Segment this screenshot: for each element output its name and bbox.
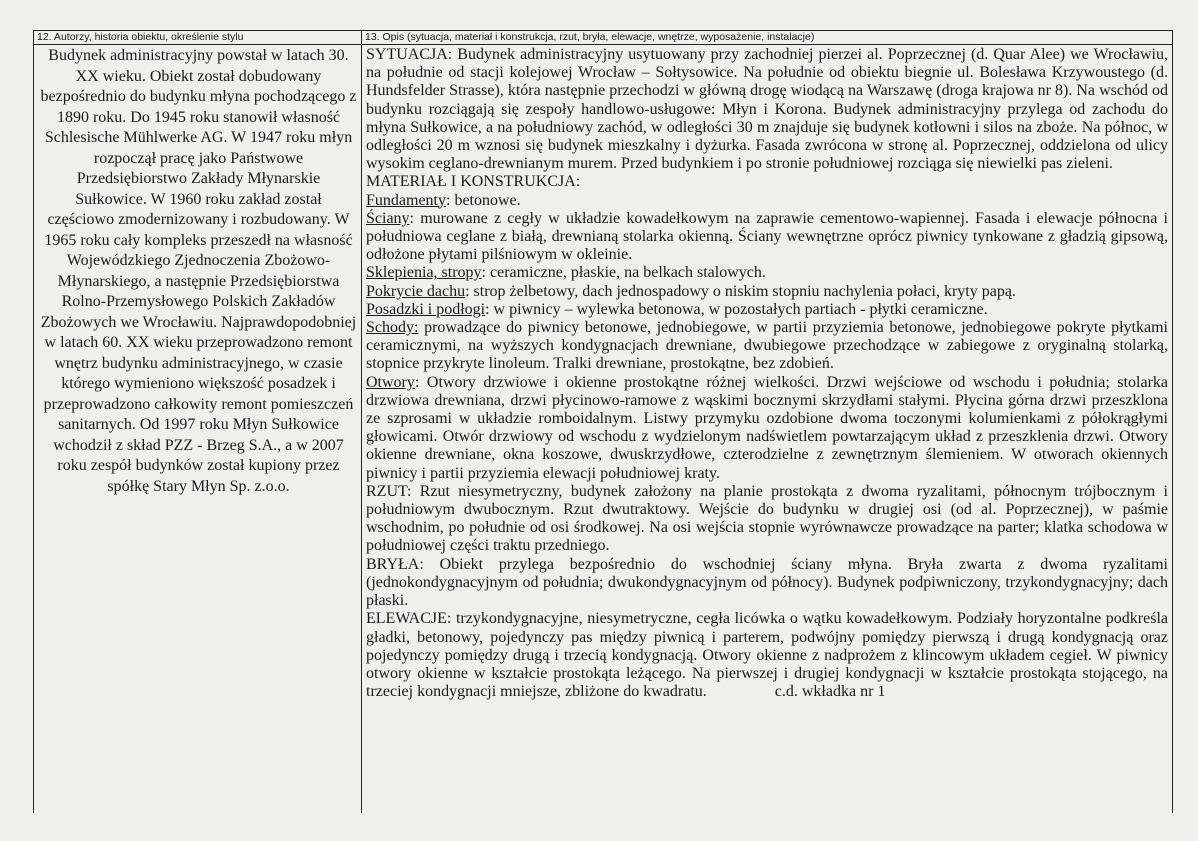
posadzki-text: : w piwnicy – wylewka betonowa, w pozostałych partiach - płytki ceramiczne. — [485, 300, 988, 318]
posadzki-label: Posadzki i podłogi — [366, 300, 486, 318]
schody-text: prowadzące do piwnicy betonowe, jednobiegowe, w partii przyziemia betonowe, jednobiegowe pokryte płytkami ceramicznymi, na wyższych kondygnacjach drewniane, dwubiegowe przechodzące w zabiegowe z oryginalną stolarką, stopnice przykryte linoleum. Tralki drewniane, prostokątne, bez zdobień. — [366, 319, 1168, 373]
section-schody — [366, 319, 1168, 374]
section-material-heading: MATERIAŁ I KONSTRUKCJA: — [366, 173, 581, 191]
otwory-label: Otwory — [366, 373, 415, 391]
elewacje-text: ELEWACJE: trzykondygnacyjne, niesymetryczne, cegła licówka o wątku kowadełkowym. Podziały horyzontalne podkreśla gładki, betonowy, pojedynczy pas między piwnicą i parterem, podwójny pomiędzy pierwszą i drugą kondygnacją oraz pojedynczy pomiędzy drugą i trzecią kondygnacją. Otwory okienne z nadprożem z klincowym układem cegieł. W piwnicy otwory okienne w kształcie prostokąta leżącego. Na pierwszej i drugiej kondygnacji w kształcie prostokąta stojącego, na trzeciej kondygnacji mniejsze, zbliżone do kwadratu. — [366, 610, 1168, 701]
pokrycie-text: : strop żelbetowy, dach jednospadowy o niskim stopniu nachylenia połaci, kryty papą. — [465, 282, 1016, 300]
history-column — [34, 31, 362, 813]
description-column — [362, 31, 1172, 813]
section-rzut: RZUT: Rzut niesymetryczny, budynek założony na planie prostokąta z dwoma ryzalitami, północnym trójbocznym i południowym dwubocznym. Rzut dwutraktowy. Wejście do budynku w drugiej osi (od al. Poprzecznej), w paśmie wschodnim, po południe od osi środkowej. Na osi wejścia stopnie wyrównawcze prowadzące na parter; klatka schodowa w południowej części traktu przedniego. — [366, 482, 1168, 555]
fundamenty-label: Fundamenty — [366, 191, 446, 209]
description-header: 13. Opis (sytuacja, materiał i konstrukcja, rzut, bryła, elewacje, wnętrze, wyposażenie, instalacje) — [362, 31, 1172, 45]
history-header: 12. Autorzy, historia obiektu, określenie stylu — [34, 31, 361, 45]
sklepienia-label: Sklepienia, stropy — [366, 264, 482, 282]
sklepienia-text: : ceramiczne, płaskie, na belkach stalowych. — [481, 264, 766, 282]
description-body — [362, 45, 1172, 701]
section-elewacje — [366, 610, 1168, 701]
section-bryla: BRYŁA: Obiekt przylega bezpośrednio do wschodniej ściany młyna. Bryła zwarta z dwoma ryzalitami (jednokondygnacyjnym od południa; dwukondygnacyjnym od północy). Budynek podpiwniczony, trzykondygnacyjny; dach płaski. — [366, 555, 1168, 610]
fundamenty-text: : betonowe. — [446, 191, 521, 209]
continuation-note: c.d. wkładka nr 1 — [774, 683, 886, 701]
sciany-text: : murowane z cegły w układzie kowadełkowym na zaprawie cementowo-wapiennej. Fasada i elewacje północna i południowa ceglane z białą, drewnianą stolarka okienną. Ściany wewnętrzne oprócz piwnicy tynkowane z gładzią gipsową, odłożone płytami pilśniowym w okleinie. — [366, 209, 1168, 264]
history-text: Budynek administracyjny powstał w latach 30. XX wieku. Obiekt został dobudowany bezpośrednio do budynku młyna pochodzącego z 1890 roku. Do 1945 roku stanowił własność Schlesische Mühlwerke AG. W 1947 roku młyn rozpoczął pracę jako Państwowe Przedsiębiorstwo Zakłady Młynarskie Sułkowice. W 1960 roku zakład został częściowo zmodernizowany i rozbudowany. W 1965 roku cały kompleks przeszedł na własność Wojewódzkiego Zjednoczenia Zbożowo-Młynarskiego, a następnie Przedsiębiorstwa Rolno-Przemysłowego Polskich Zakładów Zbożowych we Wrocławiu. Najprawdopodobniej w latach 60. XX wieku przeprowadzono remont wnętrz budynku administracyjnego, w czasie którego wymieniono większość posadzek i przeprowadzono całkowity remont pomieszczeń sanitarnych. Od 1997 roku Młyn Sułkowice wchodził z skład PZZ - Brzeg S.A., a w 2007 roku zespół budynków został kupiony przez spółkę Stary Młyn Sp. z.o.o. — [40, 47, 357, 495]
section-sklepienia — [366, 264, 1168, 282]
section-sciany — [366, 210, 1168, 265]
form-table — [33, 30, 1173, 813]
section-pokrycie — [366, 283, 1168, 301]
section-otwory — [366, 374, 1168, 483]
sciany-label: Ściany — [366, 209, 410, 227]
section-fundamenty — [366, 192, 1168, 210]
otwory-text: : Otwory drzwiowe i okienne prostokątne różnej wielkości. Drzwi wejściowe od wschodu i południa; stolarka drzwiowa drewniana, drzwi płycinowo-ramowe z wąskimi bocznymi skrzydłami stałymi. Płycina górna drzwi przeszklona ze szprosami w układzie romboidalnym. Listwy przymyku ozdobione dwoma toczonymi kolumienkami z półokrągłymi głowicami. Otwór drzwiowy od wschodu z wydzielonym nadświetlem powtarzającym układ z przeszklenia drzwi. Otwory okienne drewniane, okna koszowe, dwuskrzydłowe, czterodzielne z zewnętrznym ślemieniem. W otworach okiennych piwnicy i partii przyziemia elewacji południowej kraty. — [366, 373, 1168, 482]
schody-label: Schody: — [366, 319, 419, 337]
section-posadzki — [366, 301, 1168, 319]
pokrycie-label: Pokrycie dachu — [366, 282, 466, 300]
section-sytuacja: SYTUACJA: Budynek administracyjny usytuowany przy zachodniej pierzei al. Poprzecznej (d. Quar Alee) we Wrocławiu, na południe od stacji kolejowej Wrocław – Sołtysowice. Na południe od obiektu biegnie ul. Bolesława Krzywoustego (d. Hundsfelder Strasse), która następnie przechodzi w główną drogę wiodącą na Warszawę (droga krajowa nr 8). Na wschód od budynku rozciągają się zespoły handlowo-usługowe: Młyn i Korona. Budynek administracyjny przylega od zachodu do młyna Sułkowice, a na południowy zachód, w odległości 30 m znajduje się budynek kotłowni i silos na zboże. Na północ, w odległości 20 m wznosi się budynek mieszkalny i dyżurka. Fasada zwrócona w stronę al. Poprzecznej, oddzielona od ulicy wysokim ceglano-drewnianym murem. Przed budynkiem i po stronie południowej rozciąga się niewielki pas zieleni. — [366, 46, 1168, 173]
